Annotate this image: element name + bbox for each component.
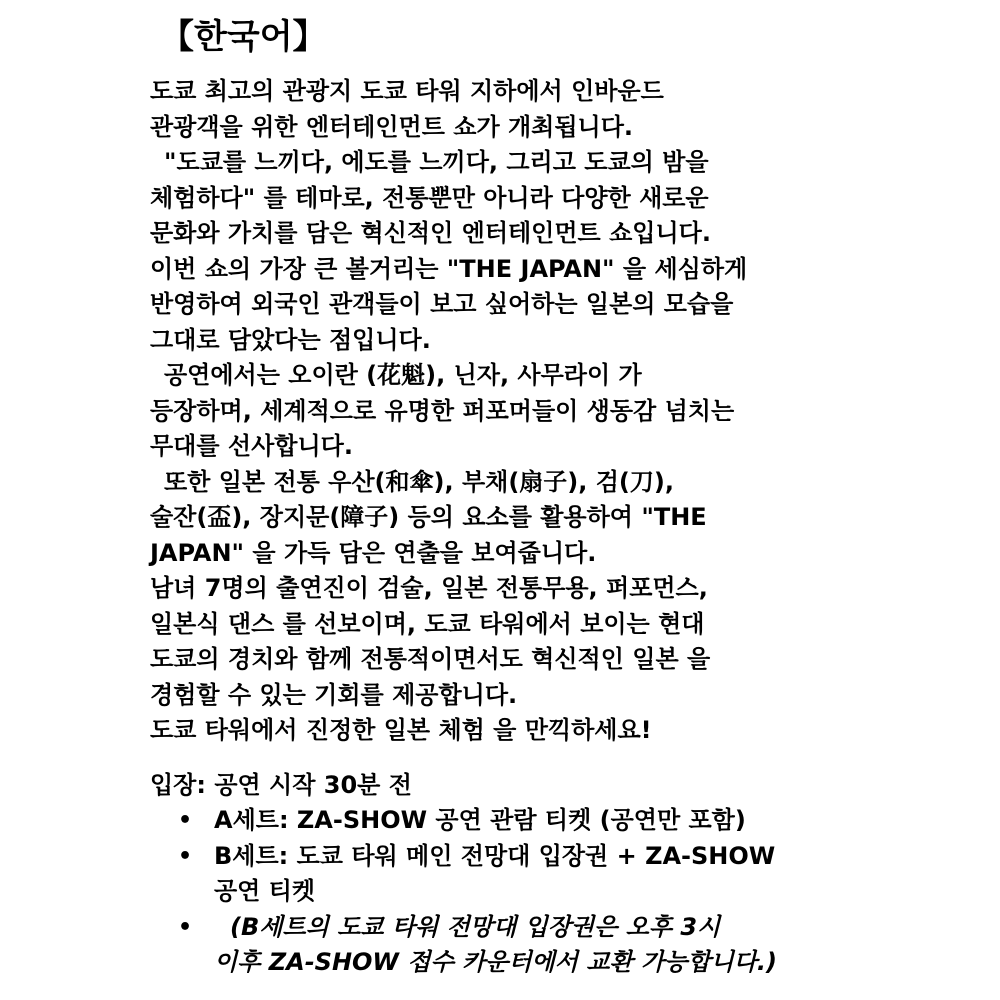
intro-line: 공연에서는 오이란 (花魁), 닌자, 사무라이 가 (164, 361, 642, 389)
intro-line: 또한 일본 전통 우산(和傘), 부채(扇子), 검(刀), (164, 467, 674, 496)
intro-line: "도쿄를 느끼다, 에도를 느끼다, 그리고 도쿄의 밤을 (164, 148, 709, 176)
intro-line: 일본식 댄스 를 선보이며, 도쿄 타워에서 보이는 현대 (150, 609, 705, 638)
intro-line: JAPAN" 을 가득 담은 연출을 보여줍니다. (150, 538, 597, 567)
intro-line: 도쿄 타워에서 진정한 일본 체험 을 만끽하세요! (150, 716, 652, 744)
intro-line: 무대를 선사합니다. (150, 432, 353, 460)
intro-line: 이번 쇼의 가장 큰 볼거리는 "THE JAPAN" 을 세심하게 (150, 254, 748, 283)
intro-line: 도쿄의 경치와 함께 전통적이면서도 혁신적인 일본 을 (150, 645, 711, 673)
list-item (150, 839, 870, 910)
intro-line: 도쿄 최고의 관광지 도쿄 타워 지하에서 인바운드 (150, 77, 664, 105)
list-item (150, 910, 870, 981)
intro-line: 반영하여 외국인 관객들이 보고 싶어하는 일본의 모습을 (150, 290, 734, 318)
section-spacer (150, 749, 870, 768)
body-text (150, 74, 870, 981)
set-b-text: • B세트: 도쿄 타워 메인 전망대 입장권 + ZA-SHOW (214, 841, 776, 870)
intro-line: 남녀 7명의 출연진이 검술, 일본 전통무용, 퍼포먼스, (150, 574, 708, 602)
intro-line: 체험하다" 를 테마로, 전통뿐만 아니라 다양한 새로운 (150, 183, 709, 212)
admission-label: 입장: 공연 시작 30분 전 (150, 770, 412, 799)
set-a-text: • A세트: ZA-SHOW 공연 관람 티켓 (공연만 포함) (214, 806, 746, 834)
intro-line: 그대로 담았다는 점입니다. (150, 325, 431, 354)
intro-line: 등장하며, 세계적으로 유명한 퍼포머들이 생동감 넘치는 (150, 396, 735, 425)
intro-line: 관광객을 위한 엔터테인먼트 쇼가 개최됩니다. (150, 112, 634, 141)
exchange-note: • (B세트의 도쿄 타워 전망대 입장권은 오후 3시 (230, 912, 721, 941)
intro-line: 경험할 수 있는 기회를 제공합니다. (150, 680, 518, 709)
intro-line: 술잔(盃), 장지문(障子) 등의 요소를 활용하여 "THE (150, 503, 707, 531)
set-b-text-continued: 공연 티켓 (214, 877, 316, 905)
list-item (150, 803, 870, 839)
exchange-note-continued: 이후 ZA-SHOW 접수 카운터에서 교환 가능합니다.) (214, 948, 777, 976)
ticket-set-list (150, 803, 870, 981)
intro-line: 문화와 가치를 담은 혁신적인 엔터테인먼트 쇼입니다. (150, 219, 711, 247)
language-heading: 【한국어】 (160, 17, 327, 57)
